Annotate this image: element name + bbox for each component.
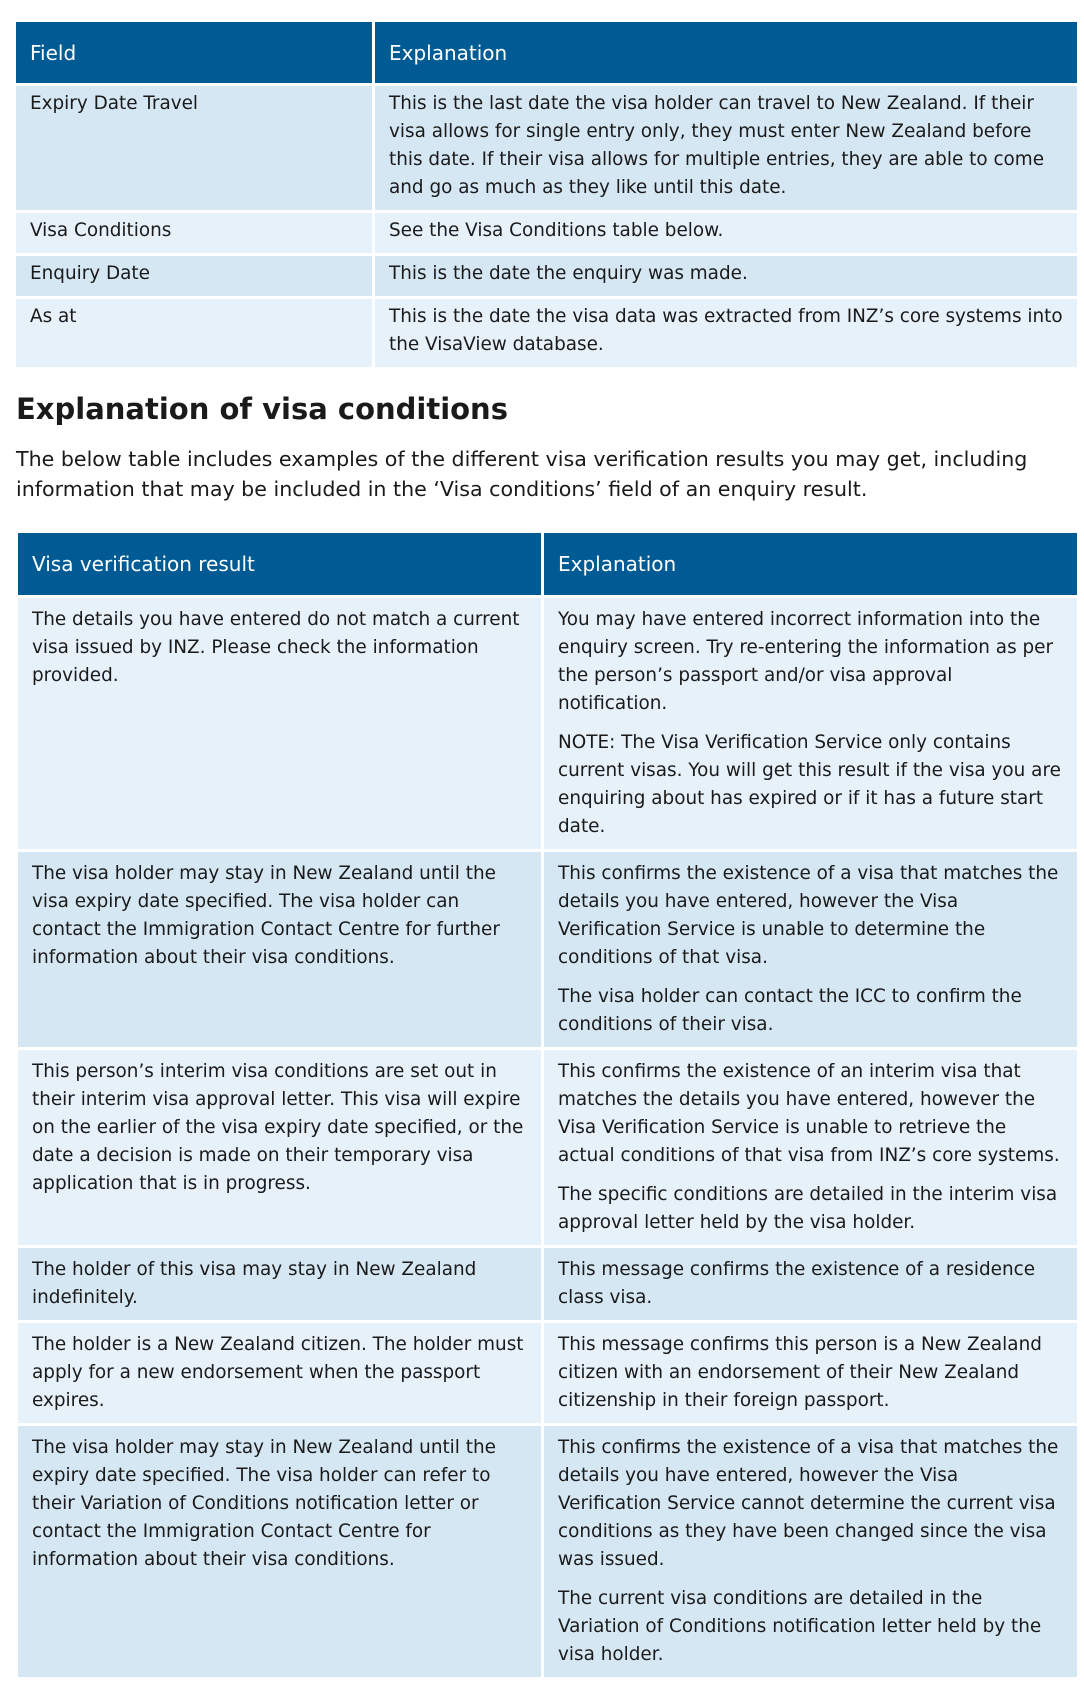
- verification-result: The holder of this visa may stay in New Zealand indefinitely.: [18, 1248, 541, 1320]
- verification-result: The visa holder may stay in New Zealand until the visa expiry date specified. The visa holder can contact the Immigration Contact Centre for further information about their visa conditions.: [18, 852, 541, 1047]
- explanation-paragraph: This confirms the existence of a visa that matches the details you have entered, however the Visa Verification Service cannot determine the current visa conditions as they have been changed since the visa was issued.: [558, 1437, 1059, 1570]
- verification-result: This person’s interim visa conditions are set out in their interim visa approval letter. This visa will expire on the earlier of the visa expiry date specified, or the date a decision is made on their temporary visa application that is in progress.: [18, 1050, 541, 1245]
- column-header-field: Field: [16, 22, 372, 83]
- column-header-explanation: Explanation: [375, 22, 1077, 83]
- table-row: [16, 256, 1077, 296]
- verification-result: The details you have entered do not match a current visa issued by INZ. Please check the information provided.: [18, 598, 541, 849]
- field-name: Enquiry Date: [16, 256, 372, 296]
- field-explanation: This is the date the visa data was extracted from INZ’s core systems into the VisaView database.: [375, 299, 1077, 367]
- result-explanation: [544, 1050, 1077, 1245]
- table-header-row: [16, 22, 1077, 83]
- field-explanation: This is the date the enquiry was made.: [375, 256, 1077, 296]
- explanation-paragraph: This confirms the existence of a visa that matches the details you have entered, however the Visa Verification Service is unable to determine the conditions of that visa.: [558, 863, 1059, 968]
- explanation-paragraph: The current visa conditions are detailed in the Variation of Conditions notification letter held by the visa holder.: [558, 1588, 1042, 1665]
- section-heading: Explanation of visa conditions: [16, 392, 508, 426]
- verification-result: The holder is a New Zealand citizen. The holder must apply for a new endorsement when the passport expires.: [18, 1323, 541, 1423]
- table-row: [18, 852, 1077, 1047]
- result-explanation: [544, 1426, 1077, 1677]
- table-row: [16, 299, 1077, 367]
- table-header-row: [18, 533, 1077, 595]
- column-header-explanation: Explanation: [544, 533, 1077, 595]
- table-row: [18, 1426, 1077, 1677]
- result-explanation: [544, 1248, 1077, 1320]
- field-name: Expiry Date Travel: [16, 86, 372, 210]
- field-name: Visa Conditions: [16, 213, 372, 253]
- field-name: As at: [16, 299, 372, 367]
- section-intro: The below table includes examples of the different visa verification results you may get, including information that may be included in the ‘Visa conditions’ field of an enquiry result.: [16, 447, 1028, 501]
- explanation-paragraph: The visa holder can contact the ICC to confirm the conditions of their visa.: [558, 986, 1022, 1035]
- fields-table: [13, 19, 1080, 370]
- table-row: [18, 1050, 1077, 1245]
- table-row: [16, 213, 1077, 253]
- table-row: [18, 598, 1077, 849]
- result-explanation: [544, 598, 1077, 849]
- explanation-paragraph: This message confirms this person is a New Zealand citizen with an endorsement of their New Zealand citizenship in their foreign passport.: [558, 1334, 1042, 1411]
- field-explanation: See the Visa Conditions table below.: [375, 213, 1077, 253]
- table-row: [16, 86, 1077, 210]
- table-row: [18, 1248, 1077, 1320]
- column-header-result: Visa verification result: [18, 533, 541, 595]
- explanation-paragraph: You may have entered incorrect information into the enquiry screen. Try re-entering the information as per the person’s passport and/or visa approval notification.: [558, 609, 1054, 714]
- explanation-paragraph: This message confirms the existence of a residence class visa.: [558, 1259, 1036, 1308]
- field-explanation: This is the last date the visa holder can travel to New Zealand. If their visa allows for single entry only, they must enter New Zealand before this date. If their visa allows for multiple entries, they are able to come and go as much as they like until this date.: [375, 86, 1077, 210]
- visa-conditions-table: [15, 530, 1080, 1680]
- result-explanation: [544, 1323, 1077, 1423]
- verification-result: The visa holder may stay in New Zealand until the expiry date specified. The visa holder can refer to their Variation of Conditions notification letter or contact the Immigration Contact Centre for information about their visa conditions.: [18, 1426, 541, 1677]
- result-explanation: [544, 852, 1077, 1047]
- explanation-paragraph: This confirms the existence of an interim visa that matches the details you have entered, however the Visa Verification Service is unable to retrieve the actual conditions of that visa from INZ’s core systems.: [558, 1061, 1060, 1166]
- table-row: [18, 1323, 1077, 1423]
- explanation-paragraph: The specific conditions are detailed in the interim visa approval letter held by the visa holder.: [558, 1184, 1058, 1233]
- explanation-paragraph: NOTE: The Visa Verification Service only contains current visas. You will get this result if the visa you are enquiring about has expired or if it has a future start date.: [558, 732, 1061, 837]
